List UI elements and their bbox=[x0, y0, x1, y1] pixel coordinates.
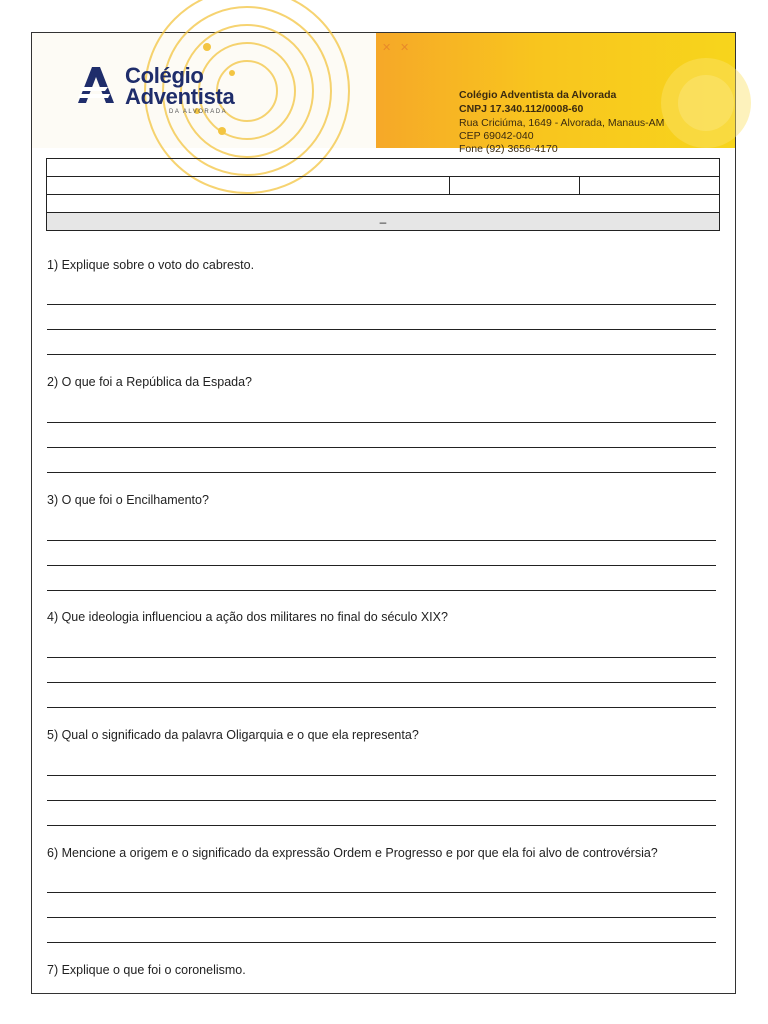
student-info-row-1[interactable] bbox=[47, 159, 720, 177]
school-cnpj: CNPJ 17.340.112/0008-60 bbox=[459, 103, 584, 115]
answer-line[interactable] bbox=[47, 304, 716, 305]
question-1: 1) Explique sobre o voto do cabresto. bbox=[47, 258, 255, 272]
logo-text-alvorada: DA ALVORADA bbox=[169, 109, 228, 115]
question-5: 5) Qual o significado da palavra Oligarquia e o que ela representa? bbox=[47, 728, 419, 742]
question-4: 4) Que ideologia influenciou a ação dos militares no final do século XIX? bbox=[47, 610, 448, 624]
answer-line[interactable] bbox=[47, 657, 716, 658]
answer-line[interactable] bbox=[47, 472, 716, 473]
answer-line[interactable] bbox=[47, 825, 716, 826]
header-banner bbox=[32, 33, 735, 155]
answer-line[interactable] bbox=[47, 329, 716, 330]
school-address: Rua Criciúma, 1649 - Alvorada, Manaus-AM bbox=[459, 117, 665, 129]
question-6: 6) Mencione a origem e o significado da expressão Ordem e Progresso e por que ela foi alvo de controvérsia? bbox=[47, 846, 658, 860]
answer-line[interactable] bbox=[47, 707, 716, 708]
answer-line[interactable] bbox=[47, 775, 716, 776]
student-name-field[interactable] bbox=[47, 177, 450, 195]
x-decoration-icon: ✕ bbox=[382, 42, 392, 54]
student-date-field[interactable] bbox=[580, 177, 720, 195]
student-class-field[interactable] bbox=[450, 177, 580, 195]
logo-a-icon bbox=[78, 67, 114, 103]
answer-line[interactable] bbox=[47, 565, 716, 566]
subject-row bbox=[47, 213, 720, 231]
question-2: 2) O que foi a República da Espada? bbox=[47, 375, 252, 389]
answer-line[interactable] bbox=[47, 892, 716, 893]
question-7: 7) Explique o que foi o coronelismo. bbox=[47, 963, 246, 977]
banner-logo-panel bbox=[32, 33, 376, 148]
answer-line[interactable] bbox=[47, 682, 716, 683]
question-3: 3) O que foi o Encilhamento? bbox=[47, 493, 209, 507]
answer-line[interactable] bbox=[47, 942, 716, 943]
student-info-row-3[interactable] bbox=[47, 195, 720, 213]
answer-line[interactable] bbox=[47, 540, 716, 541]
answer-line[interactable] bbox=[47, 917, 716, 918]
answer-line[interactable] bbox=[47, 590, 716, 591]
answer-line[interactable] bbox=[47, 422, 716, 423]
answer-line[interactable] bbox=[47, 447, 716, 448]
x-decoration-icon: ✕ bbox=[400, 42, 410, 54]
school-phone: Fone (92) 3656-4170 bbox=[459, 143, 558, 155]
school-name: Colégio Adventista da Alvorada bbox=[459, 89, 617, 101]
answer-line[interactable] bbox=[47, 800, 716, 801]
logo-text-adventista: Adventista bbox=[125, 84, 235, 109]
subject-separator: – bbox=[379, 214, 387, 229]
logo-text-colegio: Colégio bbox=[125, 63, 204, 88]
school-cep: CEP 69042-040 bbox=[459, 130, 534, 142]
answer-line[interactable] bbox=[47, 354, 716, 355]
student-info-table bbox=[46, 158, 720, 231]
